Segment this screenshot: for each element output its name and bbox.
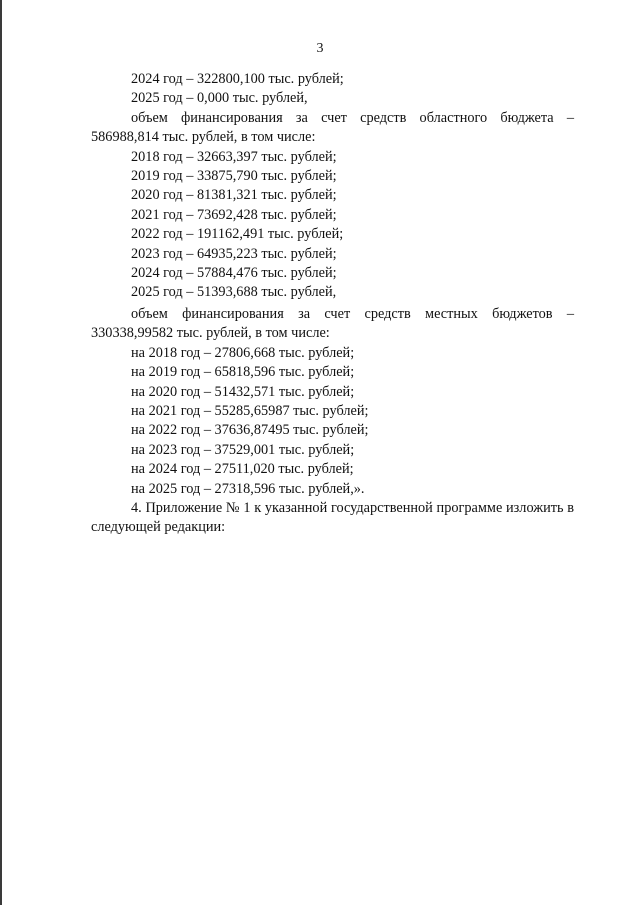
local-line-2018: на 2018 год – 27806,668 тыс. рублей;: [131, 344, 355, 361]
local-line-2023: на 2023 год – 37529,001 тыс. рублей;: [131, 441, 355, 458]
funding-block-federal-tail: [91, 70, 574, 109]
regional-budget-intro: объем финансирования за счет средств областного бюджета – 586988,814 тыс. рублей, в том числе:: [91, 109, 574, 146]
local-line-2025: на 2025 год – 27318,596 тыс. рублей,».: [131, 480, 365, 497]
local-line-2024: на 2024 год – 27511,020 тыс. рублей;: [131, 461, 354, 478]
regional-line-2023: 2023 год – 64935,223 тыс. рублей;: [131, 245, 337, 262]
regional-line-2021: 2021 год – 73692,428 тыс. рублей;: [131, 206, 337, 223]
regional-line-2025: 2025 год – 51393,688 тыс. рублей,: [131, 284, 337, 301]
page-number: 3: [316, 41, 324, 56]
item-4-paragraph: 4. Приложение № 1 к указанной государственной программе изложить в следующей редакции:: [91, 499, 574, 536]
funding-block-regional: [91, 109, 574, 303]
document-body: [91, 70, 574, 538]
regional-line-2020: 2020 год – 81381,321 тыс. рублей;: [131, 187, 337, 204]
scan-edge-line: [0, 0, 2, 905]
local-line-2020: на 2020 год – 51432,571 тыс. рублей;: [131, 383, 355, 400]
regional-line-2019: 2019 год – 33875,790 тыс. рублей;: [131, 168, 337, 185]
funding-block-local: [91, 305, 574, 499]
funding-line-2025: 2025 год – 0,000 тыс. рублей,: [131, 90, 308, 107]
regional-line-2024: 2024 год – 57884,476 тыс. рублей;: [131, 265, 337, 282]
funding-line-2024: 2024 год – 322800,100 тыс. рублей;: [131, 71, 344, 87]
local-line-2021: на 2021 год – 55285,65987 тыс. рублей;: [131, 402, 369, 419]
local-line-2019: на 2019 год – 65818,596 тыс. рублей;: [131, 364, 355, 381]
regional-line-2018: 2018 год – 32663,397 тыс. рублей;: [131, 148, 337, 165]
local-budget-intro: объем финансирования за счет средств местных бюджетов – 330338,99582 тыс. рублей, в том числе:: [91, 305, 574, 342]
local-line-2022: на 2022 год – 37636,87495 тыс. рублей;: [131, 422, 369, 439]
regional-line-2022: 2022 год – 191162,491 тыс. рублей;: [131, 226, 344, 243]
